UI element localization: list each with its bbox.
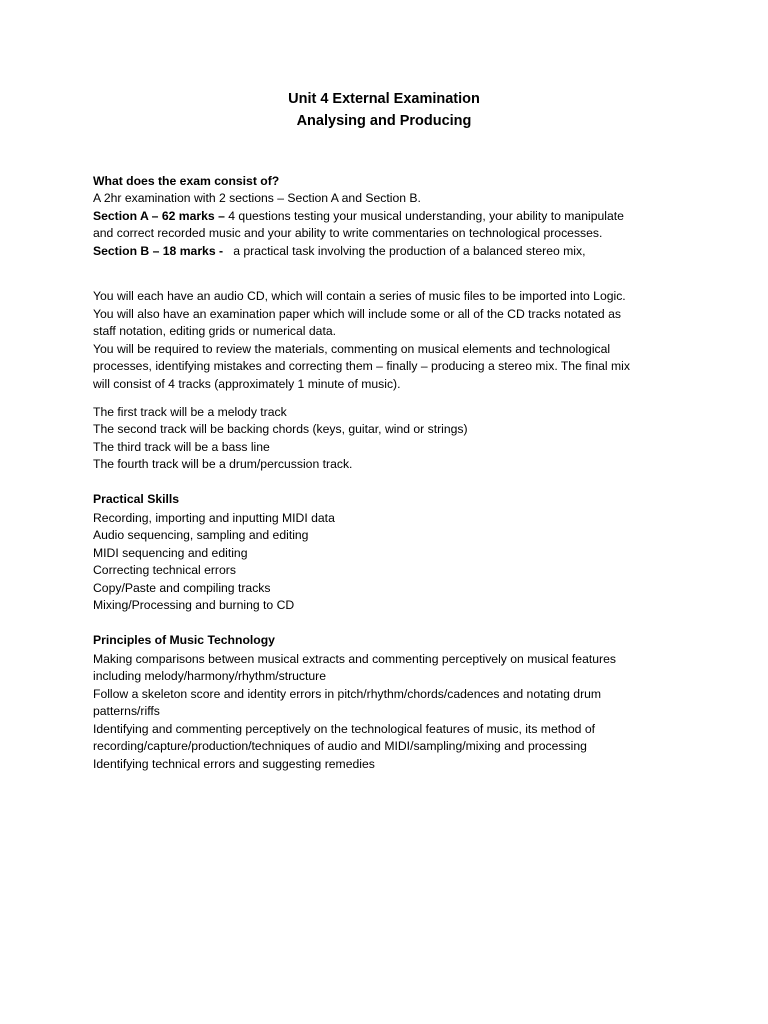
principles-line: including melody/harmony/rhythm/structure bbox=[93, 669, 327, 683]
section-a-description: 4 questions testing your musical understanding, your ability to manipulate bbox=[224, 209, 624, 223]
exam-heading: What does the exam consist of? bbox=[93, 174, 280, 188]
track-line: The fourth track will be a drum/percussion track. bbox=[93, 457, 353, 471]
track-line: The third track will be a bass line bbox=[93, 440, 270, 454]
principles-line: Identifying and commenting perceptively on the technological features of music, its method of bbox=[93, 722, 595, 736]
intro-line: will consist of 4 tracks (approximately 1 minute of music). bbox=[93, 377, 401, 391]
track-line: The first track will be a melody track bbox=[93, 405, 287, 419]
practical-skill-item: Audio sequencing, sampling and editing bbox=[93, 528, 309, 542]
intro-line: staff notation, editing grids or numerical data. bbox=[93, 324, 336, 338]
exam-line: A 2hr examination with 2 sections – Section A and Section B. bbox=[93, 191, 421, 205]
section-a-label: Section A – 62 marks – bbox=[93, 209, 225, 223]
section-b-description: a practical task involving the production of a balanced stereo mix, bbox=[223, 244, 586, 258]
principles-line: patterns/riffs bbox=[93, 704, 160, 718]
principles-line: recording/capture/production/techniques of audio and MIDI/sampling/mixing and processing bbox=[93, 739, 587, 753]
principles-line: Identifying technical errors and suggesting remedies bbox=[93, 757, 375, 771]
track-line: The second track will be backing chords (keys, guitar, wind or strings) bbox=[93, 422, 468, 436]
practical-skill-item: Mixing/Processing and burning to CD bbox=[93, 598, 295, 612]
principles-line: Making comparisons between musical extracts and commenting perceptively on musical features bbox=[93, 652, 616, 666]
intro-line: processes, identifying mistakes and correcting them – finally – producing a stereo mix. The final mix bbox=[93, 359, 630, 373]
section-a-line bbox=[93, 208, 753, 226]
section-b-line bbox=[93, 243, 753, 261]
intro-line: You will each have an audio CD, which will contain a series of music files to be imported into Logic. bbox=[93, 289, 626, 303]
section-a-line-2: and correct recorded music and your ability to write commentaries on technological processes. bbox=[93, 226, 603, 240]
document-title: Unit 4 External Examination bbox=[288, 91, 480, 107]
principles-line: Follow a skeleton score and identity errors in pitch/rhythm/chords/cadences and notating drum bbox=[93, 687, 602, 701]
practical-skill-item: Recording, importing and inputting MIDI data bbox=[93, 511, 335, 525]
document-subtitle: Analysing and Producing bbox=[296, 113, 472, 129]
practical-skill-item: Correcting technical errors bbox=[93, 563, 236, 577]
section-b-label: Section B – 18 marks - bbox=[93, 244, 224, 258]
intro-line: You will be required to review the materials, commenting on musical elements and technological bbox=[93, 342, 611, 356]
principles-heading: Principles of Music Technology bbox=[93, 633, 275, 647]
practical-skill-item: MIDI sequencing and editing bbox=[93, 546, 248, 560]
practical-skills-heading: Practical Skills bbox=[93, 492, 180, 506]
intro-line: You will also have an examination paper which will include some or all of the CD tracks notated as bbox=[93, 307, 621, 321]
practical-skill-item: Copy/Paste and compiling tracks bbox=[93, 581, 271, 595]
